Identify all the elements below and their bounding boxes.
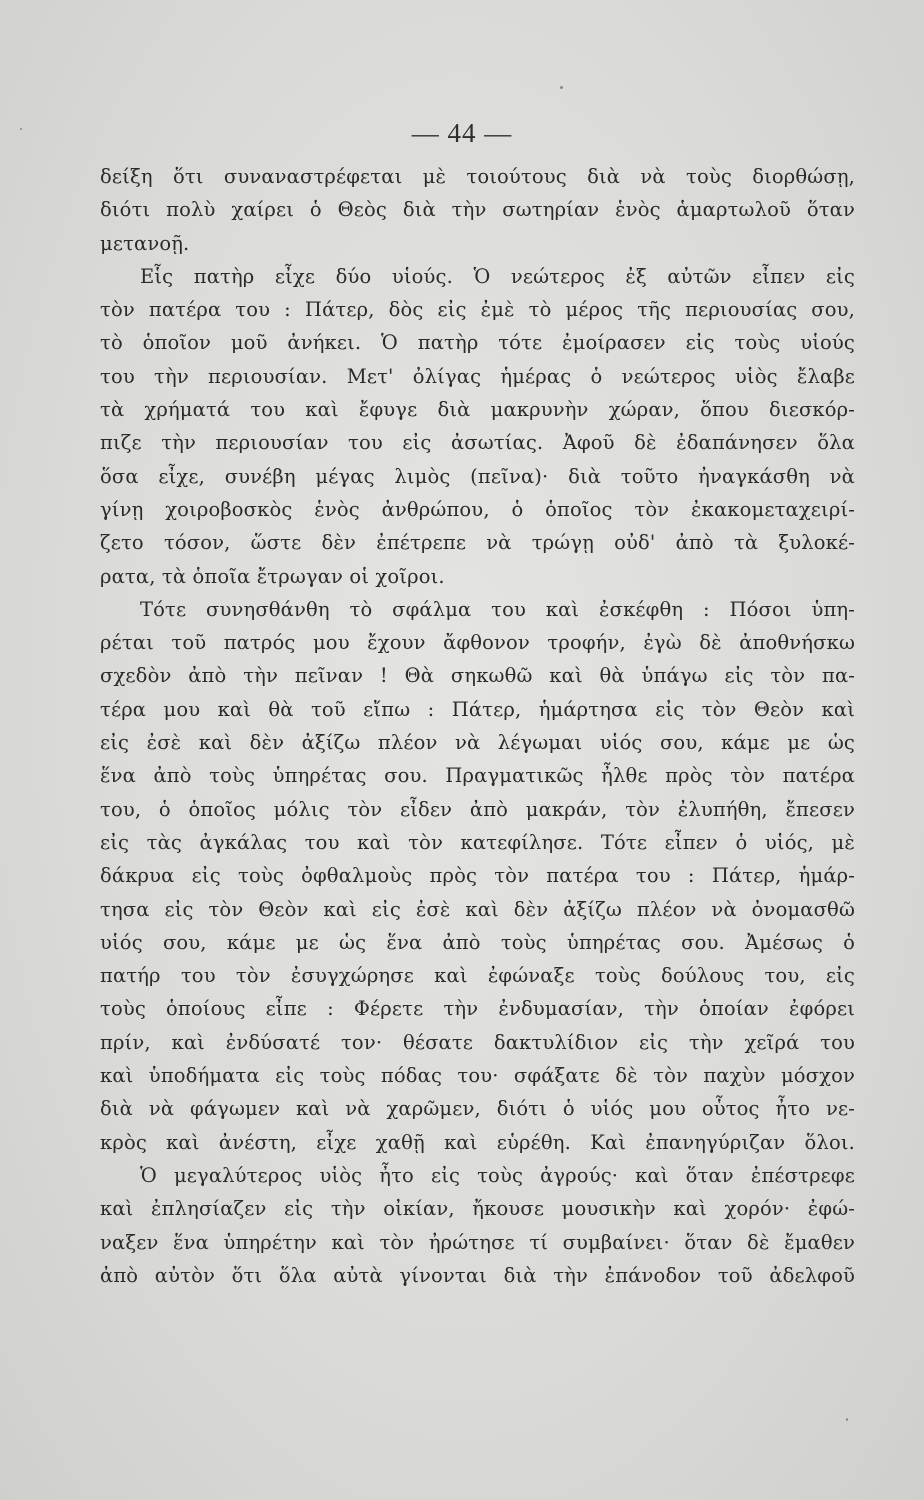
text-line: κρὸς καὶ ἀνέστη, εἶχε χαθῇ καὶ εὑρέθη. Καὶ ἐπανηγύριζαν ὅλοι. xyxy=(100,1130,855,1154)
text-line: πρίν, καὶ ἐνδύσατέ τον· θέσατε δακτυλίδιον εἰς τὴν χεῖρά του xyxy=(100,1030,855,1054)
text-line: πατήρ του τὸν ἐσυγχώρησε καὶ ἐφώναξε τοὺς δούλους του, εἰς xyxy=(100,964,855,988)
text-line: μετανοῇ. xyxy=(100,231,190,255)
body-text xyxy=(100,160,855,1292)
text-line: δάκρυα εἰς τοὺς ὀφθαλμοὺς πρὸς τὸν πατέρα του : Πάτερ, ἡμάρ- xyxy=(100,864,855,888)
text-line: πιζε τὴν περιουσίαν του εἰς ἀσωτίας. Ἀφοῦ δὲ ἐδαπάνησεν ὅλα xyxy=(100,431,855,455)
text-line: εἰς τὰς ἀγκάλας του καὶ τὸν κατεφίλησε. Τότε εἶπεν ὁ υἱός, μὲ xyxy=(100,830,855,854)
text-line: διότι πολὺ χαίρει ὁ Θεὸς διὰ τὴν σωτηρίαν ἑνὸς ἁμαρτωλοῦ ὅταν xyxy=(100,198,855,222)
text-line: του τὴν περιουσίαν. Μετ' ὀλίγας ἡμέρας ὁ νεώτερος υἱὸς ἔλαβε xyxy=(100,364,855,388)
paper-speck xyxy=(846,1418,848,1421)
text-line: ναξεν ἕνα ὑπηρέτην καὶ τὸν ἠρώτησε τί συμβαίνει· ὅταν δὲ ἔμαθεν xyxy=(100,1230,855,1254)
text-line: ἀπὸ αὐτὸν ὅτι ὅλα αὐτὰ γίνονται διὰ τὴν ἐπάνοδον τοῦ ἀδελφοῦ xyxy=(100,1263,855,1287)
text-line: ρέται τοῦ πατρός μου ἔχουν ἄφθονον τροφήν, ἐγὼ δὲ ἀποθνήσκω xyxy=(100,631,855,655)
text-line: ὅσα εἶχε, συνέβη μέγας λιμὸς (πεῖνα)· διὰ τοῦτο ἠναγκάσθη νὰ xyxy=(100,464,855,488)
text-line: τὸν πατέρα του : Πάτερ, δὸς εἰς ἐμὲ τὸ μέρος τῆς περιουσίας σου, xyxy=(100,298,855,322)
text-line: σχεδὸν ἀπὸ τὴν πεῖναν ! Θὰ σηκωθῶ καὶ θὰ ὑπάγω εἰς τὸν πα- xyxy=(100,664,855,688)
text-line: δείξη ὅτι συναναστρέφεται μὲ τοιούτους διὰ νὰ τοὺς διορθώσῃ, xyxy=(100,165,855,188)
text-line: εἰς ἐσὲ καὶ δὲν ἀξίζω πλέον νὰ λέγωμαι υἱός σου, κάμε με ὡς xyxy=(100,731,855,755)
paper-speck xyxy=(560,86,563,89)
text-line: τοὺς ὁποίους εἶπε : Φέρετε τὴν ἐνδυμασίαν, τὴν ὁποίαν ἐφόρει xyxy=(100,997,855,1021)
text-line: υἱός σου, κάμε με ὡς ἕνα ἀπὸ τοὺς ὑπηρέτας σου. Ἀμέσως ὁ xyxy=(100,930,855,954)
text-line: διὰ νὰ φάγωμεν καὶ νὰ χαρῶμεν, διότι ὁ υἱός μου οὗτος ἦτο νε- xyxy=(100,1097,855,1121)
text-line: τέρα μου καὶ θὰ τοῦ εἴπω : Πάτερ, ἡμάρτησα εἰς τὸν Θεὸν καὶ xyxy=(100,697,855,721)
text-line: τὰ χρήματά του καὶ ἔφυγε διὰ μακρυνὴν χώραν, ὅπου διεσκόρ- xyxy=(100,398,855,422)
text-line: ζετο τόσον, ὥστε δὲν ἐπέτρεπε νὰ τρώγῃ οὐδ' ἀπὸ τὰ ξυλοκέ- xyxy=(100,531,855,555)
text-line: ρατα, τὰ ὁποῖα ἔτρωγαν οἱ χοῖροι. xyxy=(100,564,445,588)
text-line: Ὁ μεγαλύτερος υἱὸς ἦτο εἰς τοὺς ἀγρούς· καὶ ὅταν ἐπέστρεφε xyxy=(140,1163,855,1187)
text-line: γίνῃ χοιροβοσκὸς ἑνὸς ἀνθρώπου, ὁ ὁποῖος τὸν ἐκακομεταχειρί- xyxy=(100,497,855,521)
text-line: καὶ ἐπλησίαζεν εἰς τὴν οἰκίαν, ἤκουσε μουσικὴν καὶ χορόν· ἐφώ- xyxy=(100,1197,855,1221)
text-line: Εἷς πατὴρ εἶχε δύο υἱούς. Ὁ νεώτερος ἐξ αὐτῶν εἶπεν εἰς xyxy=(140,264,855,288)
text-line: ἕνα ἀπὸ τοὺς ὑπηρέτας σου. Πραγματικῶς ἦλθε πρὸς τὸν πατέρα xyxy=(100,764,855,788)
text-line: τὸ ὁποῖον μοῦ ἀνήκει. Ὁ πατὴρ τότε ἐμοίρασεν εἰς τοὺς υἱούς xyxy=(100,331,855,355)
text-line: του, ὁ ὁποῖος μόλις τὸν εἶδεν ἀπὸ μακράν, τὸν ἐλυπήθη, ἔπεσεν xyxy=(100,797,855,821)
text-line: Τότε συνησθάνθη τὸ σφάλμα του καὶ ἐσκέφθη : Πόσοι ὑπη- xyxy=(140,597,855,621)
text-line: τησα εἰς τὸν Θεὸν καὶ εἰς ἐσὲ καὶ δὲν ἀξίζω πλέον νὰ ὀνομασθῶ xyxy=(100,897,855,921)
text-line: καὶ ὑποδήματα εἰς τοὺς πόδας του· σφάξατε δὲ τὸν παχὺν μόσχον xyxy=(100,1064,855,1088)
page-number: — 44 — xyxy=(411,118,513,148)
